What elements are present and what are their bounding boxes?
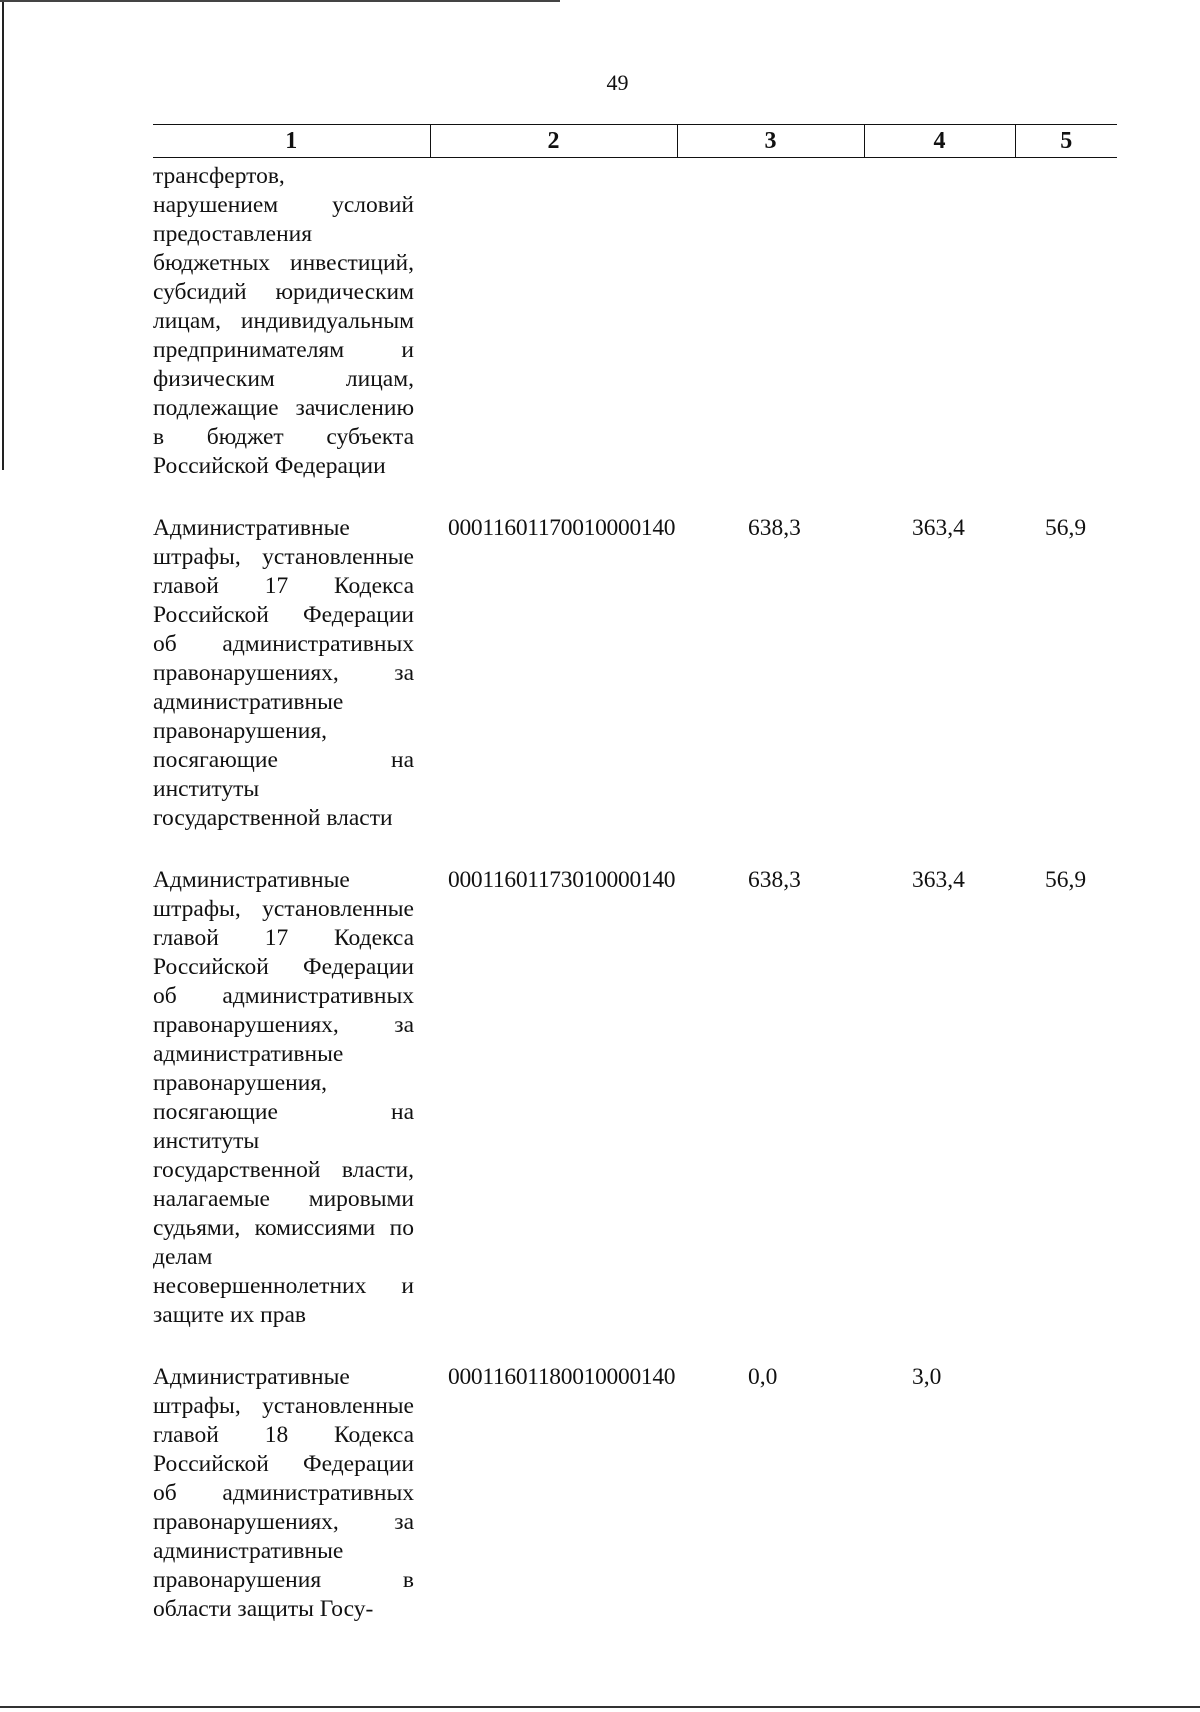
header-col-5: 5: [1015, 125, 1117, 158]
header-col-4: 4: [864, 125, 1015, 158]
table-header-row: [153, 125, 1117, 158]
budget-table: [153, 124, 1117, 1624]
row-value-5: [1015, 1330, 1117, 1624]
header-col-1: 1: [153, 125, 430, 158]
row-value-3: 638,3: [748, 867, 801, 893]
header-col-3: 3: [677, 125, 864, 158]
row-name: трансфертов, нарушением условий предоставления бюджетных инвестиций, субсидий юридическим лицам, индивидуальным предпринимателям и физическим лицам, подлежащие зачислению в бюджет субъекта Российской Федерации: [153, 163, 414, 479]
row-name: Административные штрафы, установленные главой 18 Кодекса Российской Федерации об административных правонарушениях, за административные правонарушения в области защиты Госу-: [153, 1364, 414, 1622]
table-row: [153, 158, 1117, 482]
row-value-4: 3,0: [912, 1364, 942, 1390]
row-value-5: 56,9: [1045, 867, 1087, 893]
row-code: 00011601180010000140: [448, 1364, 676, 1390]
row-code: 00011601170010000140: [448, 515, 676, 541]
row-value-3: 638,3: [748, 515, 801, 541]
row-value-5: [1015, 158, 1117, 482]
scan-edge-top: [0, 0, 560, 2]
table-row: [153, 833, 1117, 1330]
row-name: Административные штрафы, установленные главой 17 Кодекса Российской Федерации об административных правонарушениях, за административные правонарушения, посягающие на институты государственной власти, налагаемые мировыми судьями, комиссиями по делам несовершеннолетних и защите их прав: [153, 867, 414, 1328]
row-value-4: [864, 158, 1015, 482]
row-name: Административные штрафы, установленные главой 17 Кодекса Российской Федерации об административных правонарушениях, за административные правонарушения, посягающие на институты государственной власти: [153, 515, 414, 831]
row-code: [430, 158, 677, 482]
table-row: [153, 481, 1117, 833]
row-value-4: 363,4: [912, 515, 965, 541]
scan-edge-bottom: [0, 1706, 1200, 1708]
header-col-2: 2: [430, 125, 677, 158]
row-value-5: 56,9: [1045, 515, 1087, 541]
page-number: 49: [606, 70, 629, 95]
row-code: 00011601173010000140: [448, 867, 676, 893]
row-value-4: 363,4: [912, 867, 965, 893]
row-value-3: [677, 158, 864, 482]
table-row: [153, 1330, 1117, 1624]
row-value-3: 0,0: [748, 1364, 778, 1390]
